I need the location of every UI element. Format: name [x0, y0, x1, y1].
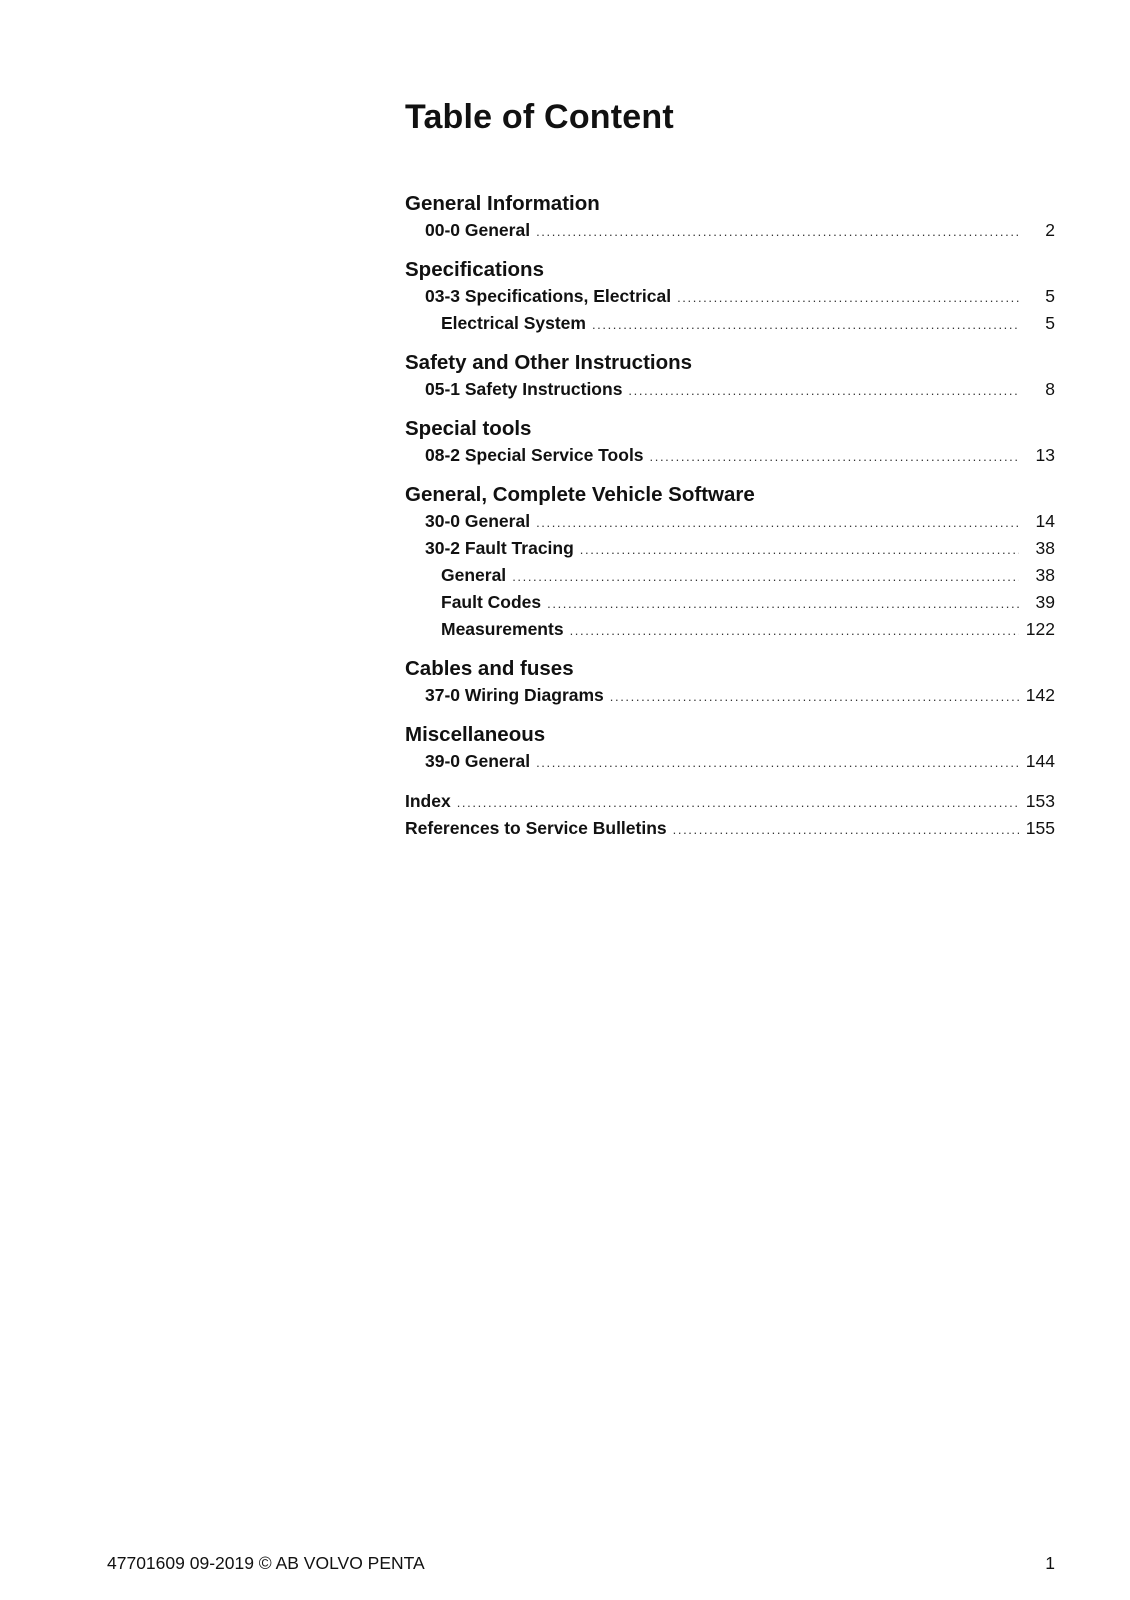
- entry-page-number: 122: [1025, 619, 1055, 639]
- entry-page-number: 155: [1025, 818, 1055, 838]
- toc-section-cables-fuses: [405, 656, 1055, 709]
- dot-leader: [570, 617, 1019, 644]
- entry-label: General: [441, 565, 507, 585]
- entry-label: 00-0 General: [425, 220, 531, 240]
- dot-leader: [512, 563, 1019, 590]
- entry-label: 37-0 Wiring Diagrams: [425, 685, 604, 705]
- toc-section-miscellaneous: [405, 722, 1055, 775]
- toc-section-vehicle-software: [405, 482, 1055, 643]
- section-heading: Specifications: [405, 258, 544, 281]
- toc-section-special-tools: [405, 416, 1055, 469]
- section-heading: General, Complete Vehicle Software: [405, 483, 755, 506]
- dot-leader: [547, 590, 1019, 617]
- entry-label: 30-2 Fault Tracing: [425, 538, 574, 558]
- page-footer: [107, 1553, 1055, 1574]
- footer-page-number: 1: [1045, 1553, 1055, 1573]
- entry-label: References to Service Bulletins: [405, 818, 667, 838]
- entry-page-number: 38: [1035, 565, 1055, 585]
- toc-entry-index[interactable]: [405, 788, 1055, 815]
- toc-entry[interactable]: [405, 442, 1055, 469]
- toc-entry[interactable]: [405, 535, 1055, 562]
- entry-label: 08-2 Special Service Tools: [425, 445, 644, 465]
- toc-entry[interactable]: [405, 217, 1055, 244]
- toc-entry[interactable]: [405, 589, 1055, 616]
- toc-entry[interactable]: [405, 748, 1055, 775]
- dot-leader: [580, 536, 1019, 563]
- entry-page-number: 13: [1035, 445, 1055, 465]
- dot-leader: [536, 749, 1019, 776]
- entry-page-number: 5: [1045, 286, 1055, 306]
- entry-page-number: 38: [1035, 538, 1055, 558]
- entry-page-number: 144: [1025, 751, 1055, 771]
- dot-leader: [673, 816, 1019, 843]
- entry-page-number: 5: [1045, 313, 1055, 333]
- dot-leader: [592, 311, 1019, 338]
- toc-entry-service-bulletins[interactable]: [405, 815, 1055, 842]
- toc-section-safety: [405, 350, 1055, 403]
- entry-label: Index: [405, 791, 451, 811]
- entry-page-number: 39: [1035, 592, 1055, 612]
- dot-leader: [677, 284, 1019, 311]
- toc-entry[interactable]: [405, 376, 1055, 403]
- toc-section-specifications: [405, 257, 1055, 337]
- toc-entry[interactable]: [405, 682, 1055, 709]
- section-heading: Cables and fuses: [405, 657, 574, 680]
- page-title: Table of Content: [405, 98, 674, 136]
- section-heading: General Information: [405, 192, 600, 215]
- entry-label: Measurements: [441, 619, 564, 639]
- toc-standalone-entries: [405, 788, 1055, 842]
- entry-page-number: 8: [1045, 379, 1055, 399]
- entry-label: Fault Codes: [441, 592, 542, 612]
- footer-document-info: 47701609 09-2019 © AB VOLVO PENTA: [107, 1553, 425, 1573]
- dot-leader: [610, 683, 1019, 710]
- entry-label: 03-3 Specifications, Electrical: [425, 286, 672, 306]
- toc-entry[interactable]: [405, 508, 1055, 535]
- entry-label: 30-0 General: [425, 511, 531, 531]
- section-heading: Safety and Other Instructions: [405, 351, 693, 374]
- entry-label: 05-1 Safety Instructions: [425, 379, 623, 399]
- entry-label: 39-0 General: [425, 751, 531, 771]
- toc-entry[interactable]: [405, 616, 1055, 643]
- entry-page-number: 142: [1025, 685, 1055, 705]
- dot-leader: [650, 443, 1019, 470]
- entry-page-number: 14: [1035, 511, 1055, 531]
- entry-page-number: 153: [1025, 791, 1055, 811]
- entry-label: Electrical System: [441, 313, 586, 333]
- dot-leader: [457, 789, 1019, 816]
- toc-section-general-information: [405, 191, 1055, 244]
- table-of-contents: [405, 191, 1055, 842]
- dot-leader: [536, 509, 1019, 536]
- entry-page-number: 2: [1045, 220, 1055, 240]
- toc-entry[interactable]: [405, 283, 1055, 310]
- section-heading: Miscellaneous: [405, 723, 546, 746]
- toc-entry[interactable]: [405, 562, 1055, 589]
- dot-leader: [536, 218, 1019, 245]
- toc-entry[interactable]: [405, 310, 1055, 337]
- dot-leader: [628, 377, 1019, 404]
- section-heading: Special tools: [405, 417, 532, 440]
